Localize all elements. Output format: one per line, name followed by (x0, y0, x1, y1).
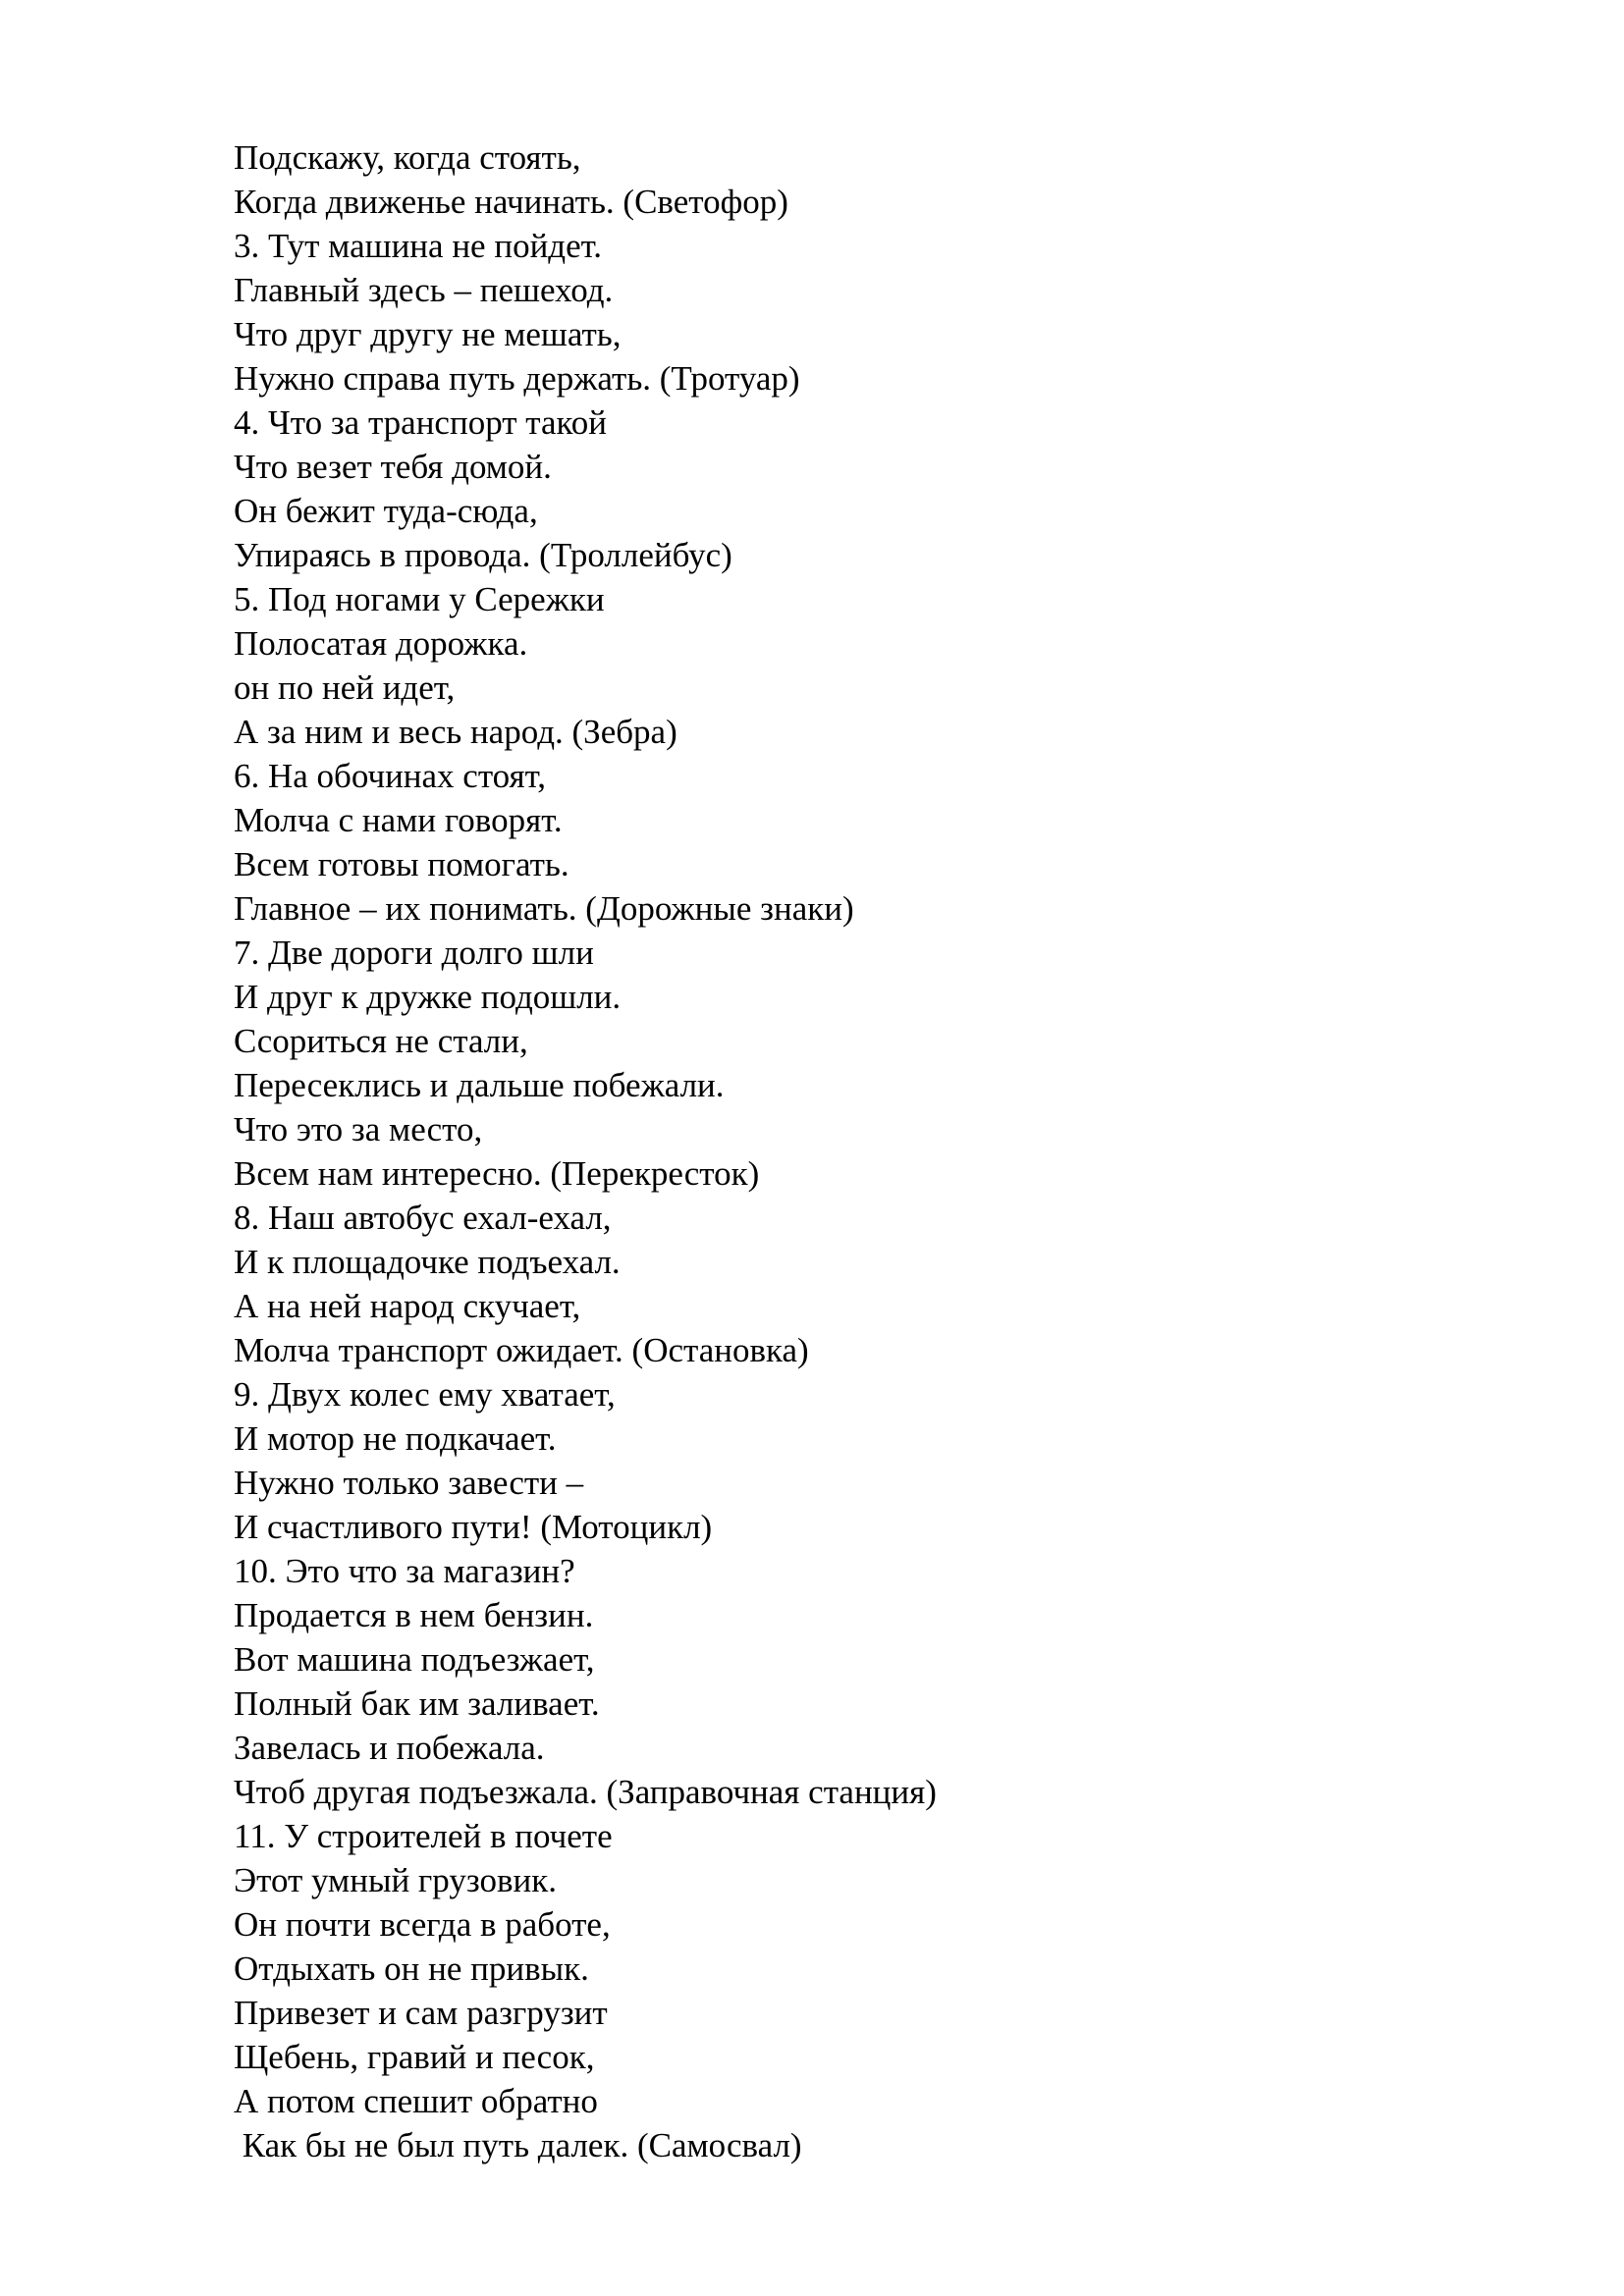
text-line: Он бежит туда-сюда, (234, 492, 538, 530)
riddles-text (234, 135, 1510, 2167)
text-line: Полосатая дорожка. (234, 624, 528, 663)
text-line: Вот машина подъезжает, (234, 1640, 595, 1679)
text-line: Ссориться не стали, (234, 1022, 528, 1060)
text-line: Полный бак им заливает. (234, 1684, 600, 1723)
text-line: 3. Тут машина не пойдет. (234, 227, 603, 265)
text-line: Молча транспорт ожидает. (Остановка) (234, 1331, 809, 1369)
text-line: Упираясь в провода. (Троллейбус) (234, 536, 732, 574)
text-line: Как бы не был путь далек. (Самосвал) (234, 2126, 802, 2164)
text-line: 6. На обочинах стоят, (234, 757, 547, 795)
text-line: Отдыхать он не привык. (234, 1949, 589, 1988)
text-line: 5. Под ногами у Сережки (234, 580, 605, 618)
text-line: А потом спешит обратно (234, 2082, 598, 2120)
text-line: И счастливого пути! (Мотоцикл) (234, 1508, 713, 1546)
text-line: Что друг другу не мешать, (234, 315, 622, 353)
text-line: Что везет тебя домой. (234, 448, 552, 486)
text-line: И друг к дружке подошли. (234, 978, 622, 1016)
text-line: А на ней народ скучает, (234, 1287, 581, 1325)
text-line: И мотор не подкачает. (234, 1419, 557, 1458)
text-line: И к площадочке подъехал. (234, 1243, 621, 1281)
text-line: Этот умный грузовик. (234, 1861, 557, 1899)
text-line: 10. Это что за магазин? (234, 1552, 575, 1590)
text-line: Молча с нами говорят. (234, 801, 563, 839)
text-line: Щебень, гравий и песок, (234, 2038, 595, 2076)
text-line: Нужно только завести – (234, 1464, 584, 1502)
text-line: Главное – их понимать. (Дорожные знаки) (234, 889, 854, 928)
text-line: Продается в нем бензин. (234, 1596, 594, 1634)
text-line: Нужно справа путь держать. (Тротуар) (234, 359, 800, 398)
text-line: Всем нам интересно. (Перекресток) (234, 1154, 760, 1193)
text-line: Что это за место, (234, 1110, 483, 1148)
text-line: А за ним и весь народ. (Зебра) (234, 713, 677, 751)
text-line: 4. Что за транспорт такой (234, 403, 607, 442)
text-line: 11. У строителей в почете (234, 1817, 613, 1855)
text-line: Всем готовы помогать. (234, 845, 569, 883)
text-line: Он почти всегда в работе, (234, 1905, 611, 1944)
text-line: он по ней идет, (234, 668, 456, 707)
text-line: 8. Наш автобус ехал-ехал, (234, 1199, 612, 1237)
text-line: Пересеклись и дальше побежали. (234, 1066, 725, 1104)
text-line: Когда движенье начинать. (Светофор) (234, 183, 788, 221)
text-line: Главный здесь – пешеход. (234, 271, 614, 309)
text-line: Завелась и побежала. (234, 1729, 545, 1767)
text-line: Чтоб другая подъезжала. (Заправочная станция) (234, 1773, 937, 1811)
text-line: 9. Двух колес ему хватает, (234, 1375, 616, 1414)
text-line: Привезет и сам разгрузит (234, 1994, 608, 2032)
text-line: 7. Две дороги долго шли (234, 934, 594, 972)
text-line: Подскажу, когда стоять, (234, 138, 581, 177)
